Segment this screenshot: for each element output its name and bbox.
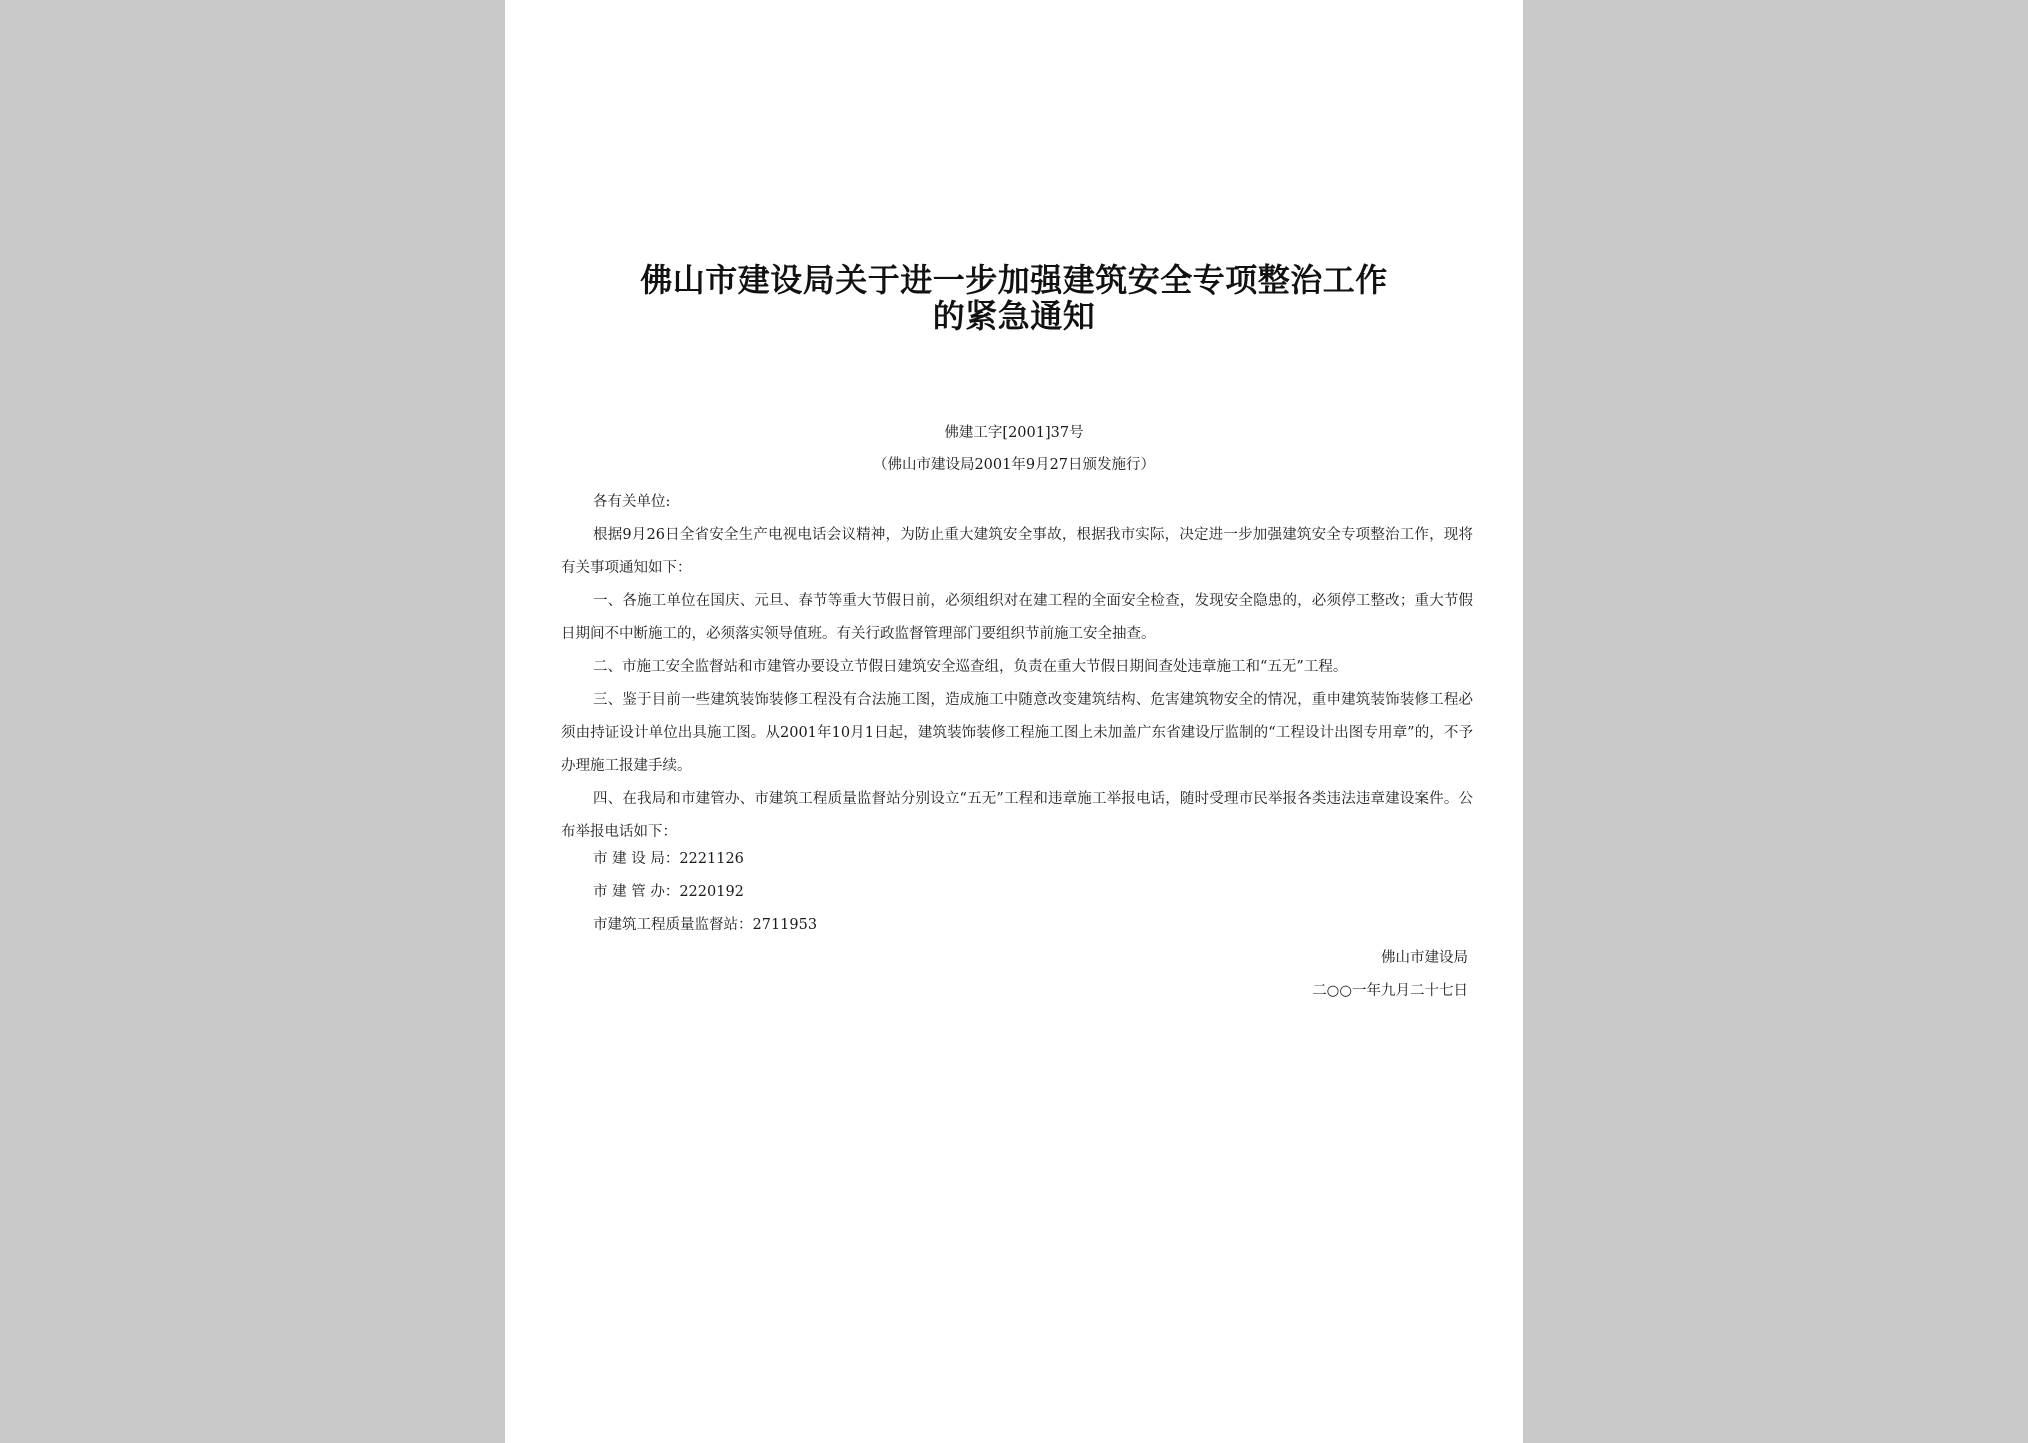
- paragraph-intro: 根据9月26日全省安全生产电视电话会议精神，为防止重大建筑安全事故，根据我市实际，决定进一步加强建筑安全专项整治工作，现将有关事项通知如下：: [561, 527, 1473, 576]
- paragraph-item-2: 二、市施工安全监督站和市建管办要设立节假日建筑安全巡查组，负责在重大节假日期间查处违章施工和“五无”工程。: [593, 659, 1348, 675]
- contact-construction-bureau: 市 建 设 局：2221126: [593, 851, 744, 867]
- paragraph-item-4: 四、在我局和市建管办、市建筑工程质量监督站分别设立“五无”工程和违章施工举报电话，随时受理市民举报各类违法违章建设案件。公布举报电话如下：: [561, 791, 1473, 840]
- salutation: 各有关单位:: [593, 494, 671, 510]
- document-number: 佛建工字[2001]37号: [944, 425, 1084, 441]
- signature-org: 佛山市建设局: [1381, 950, 1468, 966]
- title-line-2: 的紧急通知: [932, 297, 1096, 335]
- signature-block: [1312, 942, 1468, 1008]
- signature-date: 二○○一年九月二十七日: [1312, 983, 1468, 999]
- document-page: [505, 0, 1523, 1443]
- document-title: [505, 262, 1523, 334]
- paragraph-item-1: 一、各施工单位在国庆、元旦、春节等重大节假日前，必须组织对在建工程的全面安全检查，发现安全隐患的，必须停工整改；重大节假日期间不中断施工的，必须落实领导值班。有关行政监督管理部门要组织节前施工安全抽查。: [561, 593, 1473, 642]
- contact-quality-station: 市建筑工程质量监督站：2711953: [593, 917, 818, 933]
- title-line-1: 佛山市建设局关于进一步加强建筑安全专项整治工作: [640, 261, 1388, 299]
- contact-construction-office: 市 建 管 办：2220192: [593, 884, 744, 900]
- issue-date-note: （佛山市建设局2001年9月27日颁发施行）: [872, 457, 1156, 473]
- document-body: [561, 486, 1473, 849]
- contact-list: [593, 843, 817, 942]
- paragraph-item-3: 三、鉴于目前一些建筑装饰装修工程没有合法施工图，造成施工中随意改变建筑结构、危害建筑物安全的情况，重申建筑装饰装修工程必须由持证设计单位出具施工图。从2001年10月1日起，建筑装饰装修工程施工图上未加盖广东省建设厅监制的“工程设计出图专用章”的，不予办理施工报建手续。: [561, 692, 1473, 774]
